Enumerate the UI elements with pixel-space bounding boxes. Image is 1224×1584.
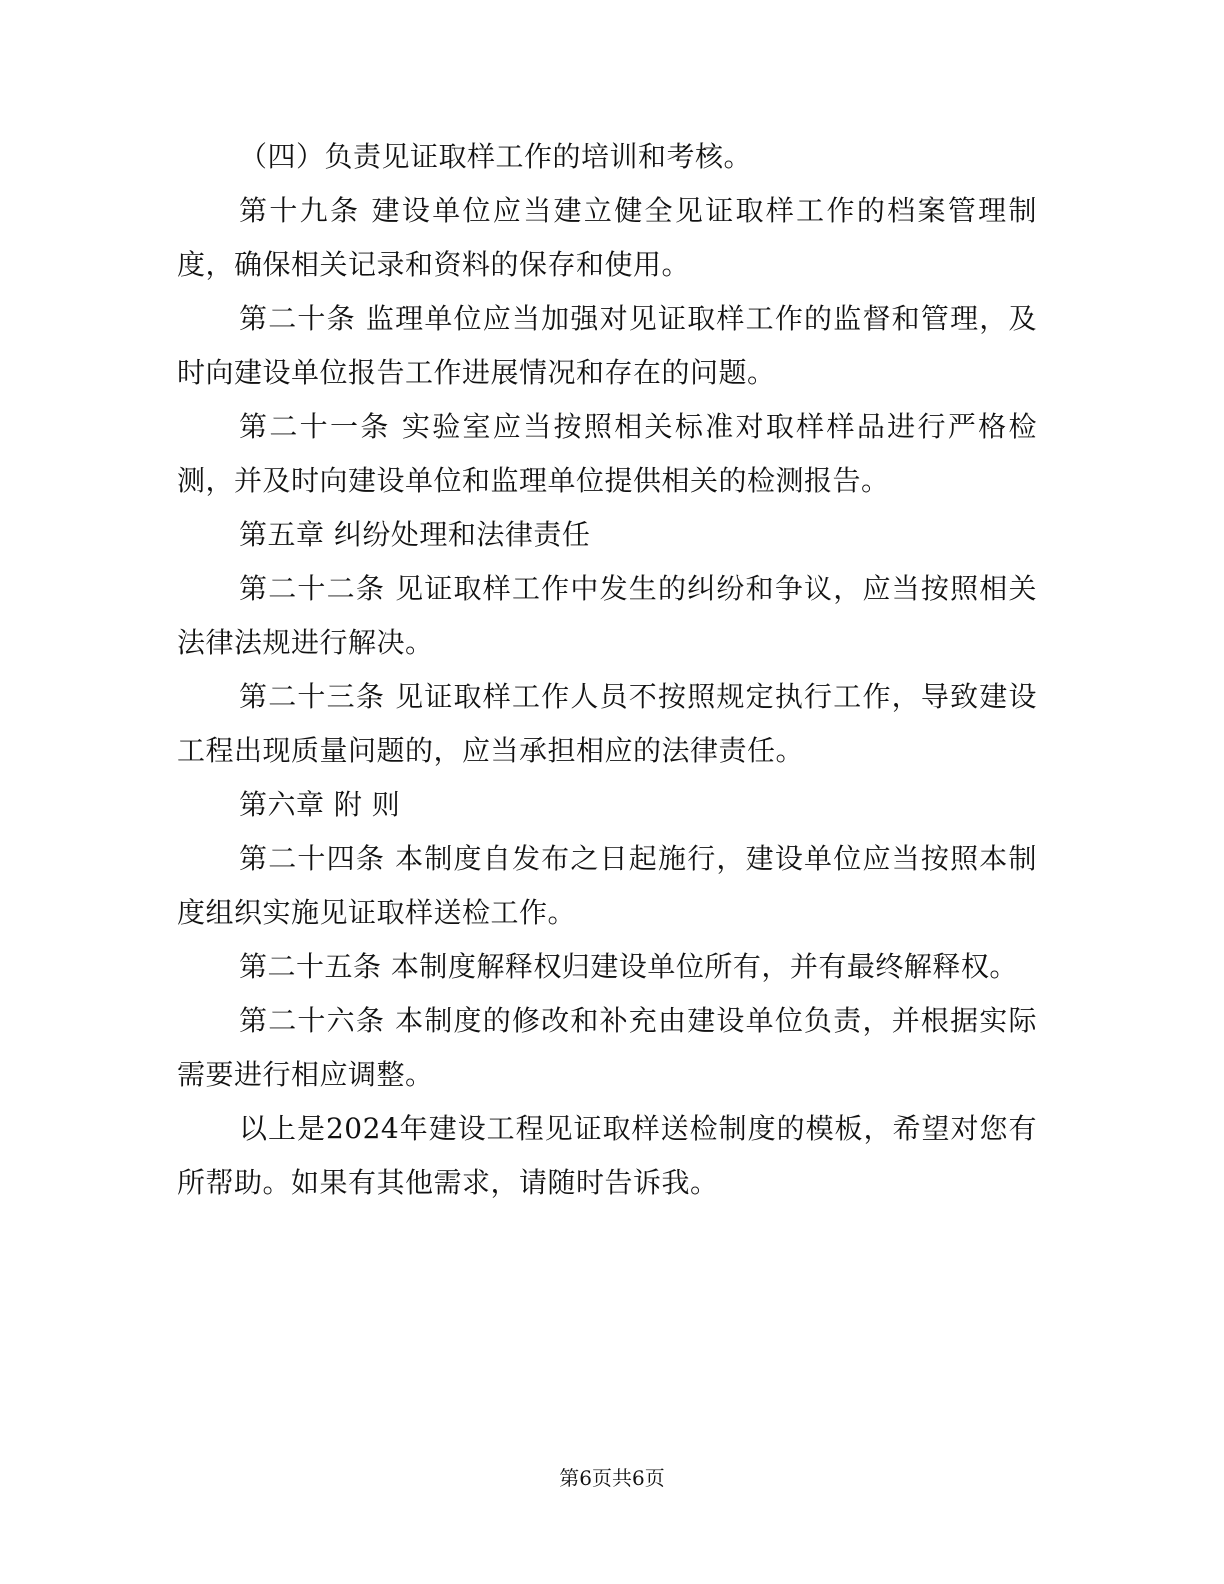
- paragraph-article-23: 第二十三条 见证取样工作人员不按照规定执行工作，导致建设工程出现质量问题的，应当承担相应的法律责任。: [177, 680, 1037, 767]
- paragraph-training: （四）负责见证取样工作的培训和考核。: [239, 140, 753, 173]
- page-number-footer: 第6页共6页: [559, 1466, 665, 1490]
- paragraph-article-24: 第二十四条 本制度自发布之日起施行，建设单位应当按照本制度组织实施见证取样送检工作。: [177, 842, 1037, 929]
- document-body: [177, 130, 1037, 1210]
- paragraph-article-22: 第二十二条 见证取样工作中发生的纠纷和争议，应当按照相关法律法规进行解决。: [177, 572, 1037, 659]
- paragraph-article-21: 第二十一条 实验室应当按照相关标准对取样样品进行严格检测，并及时向建设单位和监理单位提供相关的检测报告。: [177, 410, 1037, 497]
- paragraph-article-26: 第二十六条 本制度的修改和补充由建设单位负责，并根据实际需要进行相应调整。: [177, 1004, 1037, 1091]
- paragraph-article-19: 第十九条 建设单位应当建立健全见证取样工作的档案管理制度，确保相关记录和资料的保存和使用。: [177, 194, 1037, 281]
- chapter-6-heading: 第六章 附 则: [239, 788, 401, 821]
- paragraph-article-25: 第二十五条 本制度解释权归建设单位所有，并有最终解释权。: [239, 950, 1018, 983]
- chapter-5-heading: 第五章 纠纷处理和法律责任: [239, 518, 591, 551]
- paragraph-article-20: 第二十条 监理单位应当加强对见证取样工作的监督和管理，及时向建设单位报告工作进展情况和存在的问题。: [177, 302, 1037, 389]
- paragraph-closing: 以上是2024年建设工程见证取样送检制度的模板，希望对您有所帮助。如果有其他需求，请随时告诉我。: [177, 1112, 1037, 1199]
